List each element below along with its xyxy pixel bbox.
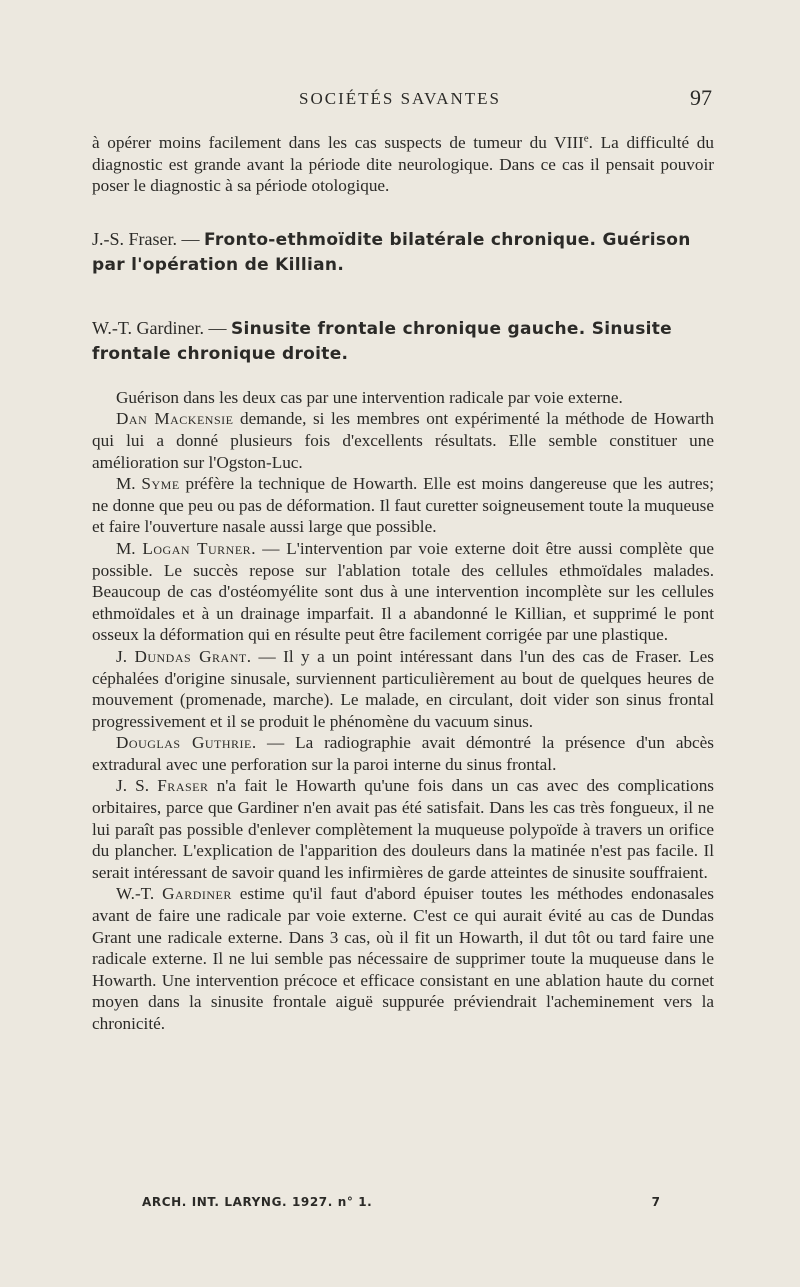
entry-gardiner-title: Sinusite frontale chronique gauche. Sinusite frontale chronique droite. — [92, 318, 672, 364]
page-number: 97 — [690, 85, 712, 110]
paragraph-mackensie — [92, 408, 714, 473]
speaker-name: Logan Turner — [142, 538, 252, 558]
paragraph-text: n'a fait le Howarth qu'une fois dans un cas avec des complications orbitaires, parce que Gardiner n'en avait pas été satisfait. Dans les cas très fongueux, il ne lui paraît pas possible d'enlever complètement la muqueuse polypoïde à travers un orifice du plancher. L'explication de l'apparition des douleurs dans la matinée n'est pas facile. Il serait intéressant de savoir quand les infirmières de garde atteintes de sinusite souffraient. — [92, 776, 714, 882]
page-content — [92, 132, 714, 1035]
page-footer — [142, 1195, 660, 1215]
intro-superscript: e — [583, 132, 589, 145]
paragraph-text: estime qu'il faut d'abord épuiser toutes les méthodes endonasales avant de faire une radicale par voie externe. C'est ce qui aurait évité au cas de Dundas Grant une radicale externe. Dans 3 cas, où il fit un Howarth, il dut tôt ou tard faire une radicale externe. Il ne lui semble pas nécessaire de supprimer toute la muqueuse dans le Howarth. Une intervention précoce et efficace consistant en une ablation haute du cornet moyen dans la sinusite frontale aiguë suppurée préviendrait l'acheminement vers la chronicité. — [92, 884, 714, 1033]
speaker-prefix: M. — [116, 474, 142, 494]
journal-reference: ARCH. INT. LARYNG. 1927. n° 1. — [142, 1195, 373, 1209]
speaker-name: Douglas Guthrie — [116, 733, 252, 753]
entry-fraser — [92, 227, 714, 277]
paragraph-guerison: Guérison dans les deux cas par une intervention radicale par voie externe. — [116, 387, 623, 407]
speaker-name: Dundas Grant — [134, 646, 247, 666]
paragraph-text: préfère la technique de Howarth. Elle est moins dangereuse que les autres; ne donne que peu ou pas de déformation. Il faut curetter soigneusement toute la muqueuse et faire l'ouverture nasale aussi large que possible. — [92, 474, 714, 537]
signature-mark: 7 — [651, 1195, 660, 1209]
speaker-name: Dan Mackensie — [116, 409, 234, 429]
paragraph-douglas-guthrie — [92, 732, 714, 775]
running-title: SOCIÉTÉS SAVANTES — [299, 89, 501, 108]
speaker-prefix: M. — [116, 538, 143, 558]
entry-gardiner-author: W.-T. Gardiner. — — [92, 317, 227, 338]
paragraph-dundas-grant — [92, 646, 714, 732]
paragraph-logan-turner — [92, 538, 714, 646]
speaker-name: Syme — [141, 474, 180, 494]
speaker-name: Fraser — [157, 776, 209, 796]
speaker-prefix: J. — [116, 646, 135, 666]
entry-fraser-author: J.-S. Fraser. — — [92, 228, 200, 249]
speaker-prefix: J. S. — [116, 776, 158, 796]
entry-gardiner — [92, 316, 714, 366]
paragraph-text: . — L'intervention par voie externe doit être aussi complète que possible. Le succès repose sur l'ablation totale des cellules ethmoïdales malades. Beaucoup de cas d'ostéomyélite sont dus à une intervention incomplète sur les cellules ethmoïdales et à un drainage imparfait. Il a abandonné le Killian, et supprimé le pont osseux la déformation qui en résulte peut être facilement corrigée par une plastique. — [92, 538, 714, 645]
paragraph-text: demande, si les membres ont expérimenté la méthode de Howarth qui lui a donné plusieurs fois d'excellents résultats. Elle semble constituer une amélioration sur l'Ogston-Luc. — [92, 409, 715, 472]
paragraph-text: . — La radiographie avait démontré la présence d'un abcès extradural avec une perforation sur la paroi interne du sinus frontal. — [92, 733, 714, 774]
paragraph-text: . — Il y a un point intéressant dans l'un des cas de Fraser. Les céphalées d'origine sinusale, surviennent particulièrement au bout de quelques heures de mouvement (promenade, marche). Le malade, en circulant, doit vider son sinus frontal progressivement et il se produit le phénomène du vacuum sinus. — [92, 646, 714, 731]
speaker-name: Gardiner — [162, 884, 232, 904]
page-header — [0, 85, 800, 113]
entry-fraser-title: Fronto-ethmoïdite bilatérale chronique. Guérison par l'opération de Killian. — [92, 229, 691, 275]
paragraph-gardiner — [92, 883, 714, 1034]
paragraph-fraser — [92, 775, 714, 883]
speaker-prefix: W.-T. — [116, 884, 163, 904]
intro-rest: . La difficulté du diagnostic est grande avant la période dite neurologique. Dans ce cas il pensait pouvoir poser le diagnostic à sa période otologique. — [92, 133, 714, 196]
intro-paragraph — [92, 132, 714, 197]
paragraph-syme — [92, 473, 714, 538]
intro-text: à opérer moins facilement dans les cas suspects de tumeur du VIII — [92, 133, 584, 152]
